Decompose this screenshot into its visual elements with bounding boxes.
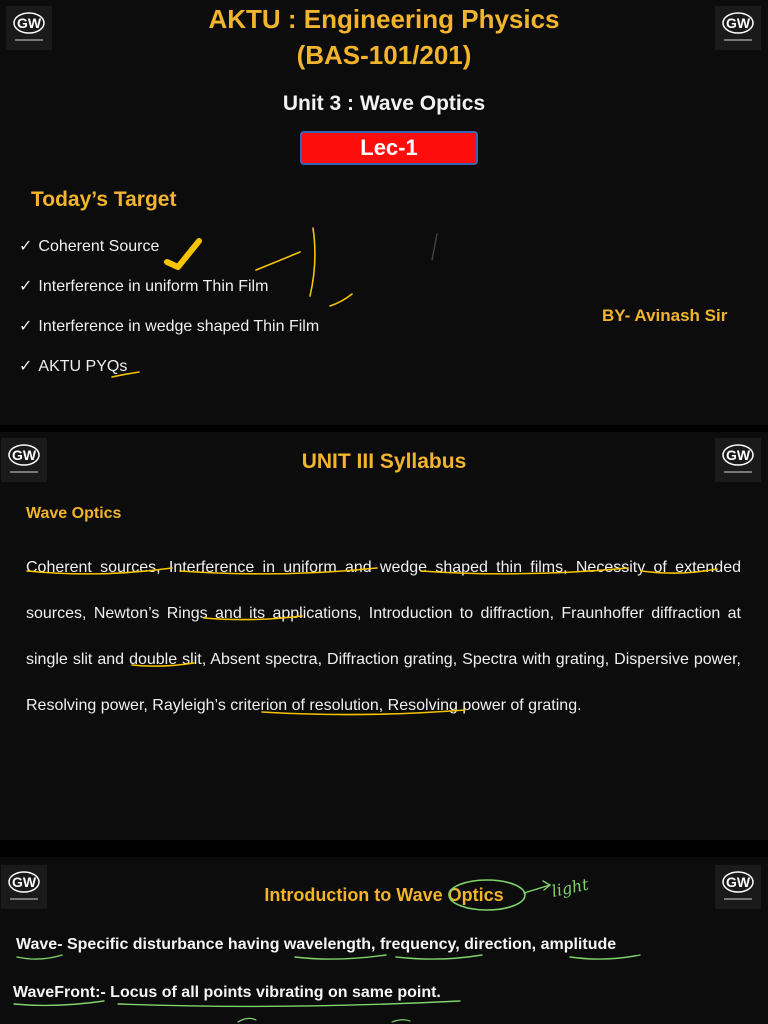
handwritten-note: light xyxy=(549,874,591,901)
target-item xyxy=(19,356,127,376)
target-label: Interference in wedge shaped Thin Film xyxy=(38,318,320,335)
check-icon: ✓ xyxy=(19,278,33,295)
intro-title: Introduction to Wave Optics xyxy=(264,885,504,905)
slide-syllabus xyxy=(0,432,768,840)
target-item xyxy=(19,236,159,256)
target-label: AKTU PYQs xyxy=(38,358,128,375)
svg-text:GW: GW xyxy=(725,15,751,31)
target-label: Coherent Source xyxy=(38,238,160,255)
course-title: AKTU : Engineering Physics xyxy=(208,4,560,34)
wave-definition: Wave- Specific disturbance having wavelength, frequency, direction, amplitude xyxy=(16,936,617,953)
course-code: (BAS-101/201) xyxy=(296,40,472,70)
targets-heading: Today’s Target xyxy=(31,188,177,211)
svg-text:GW: GW xyxy=(725,874,751,890)
target-item xyxy=(19,276,268,296)
wavefront-definition: WaveFront:- Locus of all points vibrating on same point. xyxy=(13,984,441,1001)
author-credit: BY- Avinash Sir xyxy=(602,306,728,325)
svg-text:GW: GW xyxy=(725,447,751,463)
svg-text:GW: GW xyxy=(11,447,37,463)
target-item xyxy=(19,316,319,336)
slide-introduction xyxy=(0,857,768,1024)
check-icon: ✓ xyxy=(19,358,33,375)
svg-text:GW: GW xyxy=(16,15,42,31)
syllabus-section-heading: Wave Optics xyxy=(26,505,122,522)
unit-title: Unit 3 : Wave Optics xyxy=(282,92,486,115)
lecture-badge: Lec-1 xyxy=(300,131,478,165)
check-icon: ✓ xyxy=(19,318,33,335)
svg-text:GW: GW xyxy=(11,874,37,890)
syllabus-paragraph: Coherent sources, Interference in uniform and wedge shaped thin films, Necessity of extended sources, Newton’s Rings and its applications, Introduction to diffraction, Fraunhoffer diffraction at single slit and double slit, Absent spectra, Diffraction grating, Spectra with grating, Dispersive power, Resolving power, Rayleigh’s criterion of resolution, Resolving power of grating. xyxy=(26,559,741,714)
syllabus-title: UNIT III Syllabus xyxy=(301,450,467,473)
check-icon: ✓ xyxy=(19,238,33,255)
slide-lecture-intro xyxy=(0,0,768,425)
target-label: Interference in uniform Thin Film xyxy=(38,278,269,295)
